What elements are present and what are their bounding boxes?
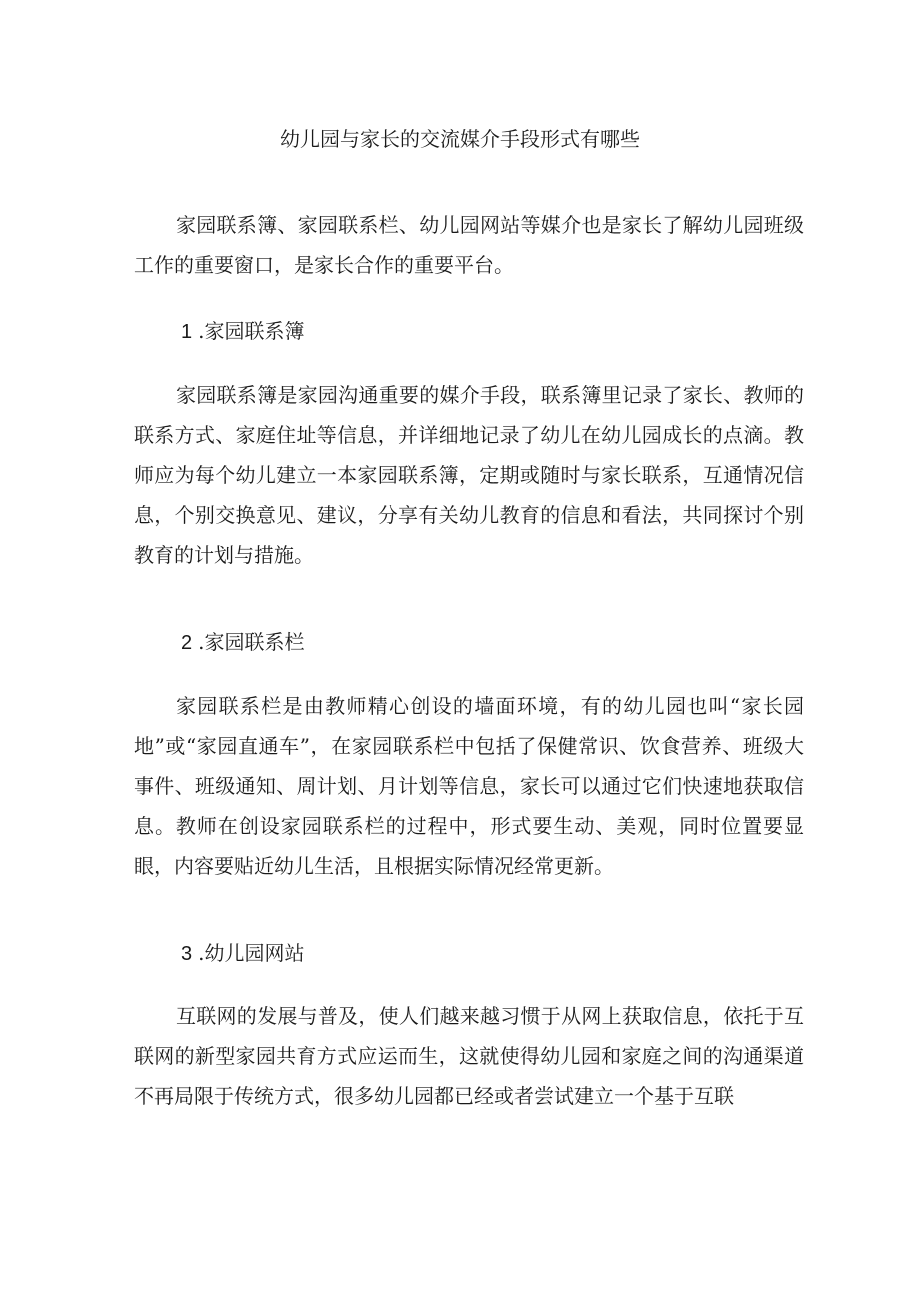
section-body-1: 家园联系簿是家园沟通重要的媒介手段，联系簿里记录了家长、教师的联系方式、家庭住址等信息，并详细地记录了幼儿在幼儿园成长的点滴。教师应为每个幼儿建立一本家园联系簿，定期或随时与家长联系，互通情况信息，个别交换意见、建议，分享有关幼儿教育的信息和看法，共同探讨个别教育的计划与措施。 [134, 383, 804, 567]
section-body-3: 互联网的发展与普及，使人们越来越习惯于从网上获取信息，依托于互联网的新型家园共育方式应运而生，这就使得幼儿园和家庭之间的沟通渠道不再局限于传统方式，很多幼儿园都已经或者尝试建立一个基于互联 [134, 1004, 804, 1108]
section-heading-2 [181, 627, 304, 658]
intro-paragraph: 家园联系簿、家园联系栏、幼儿园网站等媒介也是家长了解幼儿园班级工作的重要窗口，是家长合作的重要平台。 [134, 213, 804, 277]
document-title: 幼儿园与家长的交流媒介手段形式有哪些 [280, 127, 640, 151]
section-number-1: 1 [181, 321, 193, 343]
section-heading-1 [181, 316, 304, 347]
section-body-2: 家园联系栏是由教师精心创设的墙面环境，有的幼儿园也叫“家长园地”或“家园直通车”，在家园联系栏中包括了保健常识、饮食营养、班级大事件、班级通知、周计划、月计划等信息，家长可以通过它们快速地获取信息。教师在创设家园联系栏的过程中，形式要生动、美观，同时位置要显眼，内容要贴近幼儿生活，且根据实际情况经常更新。 [134, 694, 804, 878]
section-number-2: 2 [181, 632, 193, 654]
section-number-3: 3 [181, 943, 193, 965]
section-title-3: .幼儿园网站 [198, 941, 305, 965]
section-title-2: .家园联系栏 [198, 630, 305, 654]
section-heading-3 [181, 938, 304, 969]
section-title-1: .家园联系簿 [198, 319, 305, 343]
